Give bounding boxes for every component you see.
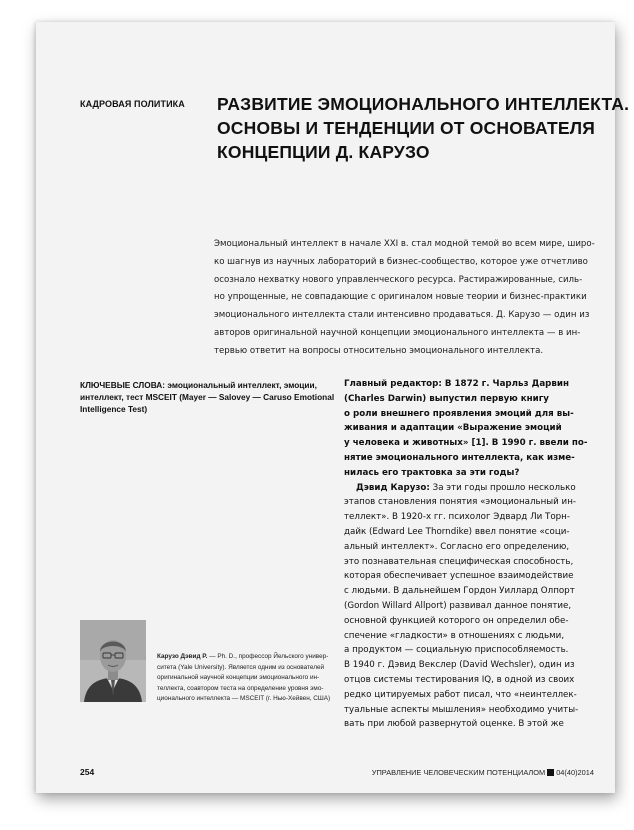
answer-line: дайк (Edward Lee Thorndike) ввел понятие «соци- xyxy=(344,526,570,537)
answer-line: В 1940 г. Дэвид Векслер (David Wechsler), один из xyxy=(344,660,575,671)
answer-line: этапов становления понятия «эмоциональный ин- xyxy=(344,497,577,508)
bio-line: теллекта, соавтором теста на определение уровня эмо- xyxy=(157,684,324,692)
lead-line: Эмоциональный интеллект в начале XXI в. стал модной темой во всем мире, широ- xyxy=(214,239,595,249)
question-line: нятие эмоционального интеллекта, как изме- xyxy=(344,452,575,463)
lead-line: ко шагнув из научных лабораторий в бизнес-сообщество, которое уже отчетливо xyxy=(214,256,588,267)
answer-line: с людьми. В дальнейшем Гордон Уиллард Олпорт xyxy=(344,586,575,597)
answer-line: туальные аспекты мышления» необходимо учиты- xyxy=(344,704,579,715)
bio-line: ситета (Yale University). Является одним из основателей xyxy=(157,663,325,671)
bio-line: ционального интеллекта — MSCEIT (г. Нью-Хейвен, США) xyxy=(157,695,331,703)
answer-line: которая обеспечивает успешное взаимодействие xyxy=(344,571,574,582)
answer-speaker: Дэвид Карузо: xyxy=(356,482,430,493)
keywords-block xyxy=(80,379,335,416)
keywords-line: интеллект, тест MSCEIT (Mayer — Salovey — Caruso Emotional xyxy=(80,392,335,403)
keywords-line: Intelligence Test) xyxy=(80,404,148,415)
magazine-page xyxy=(36,22,630,793)
lead-line: эмоционального интеллекта стали интенсивно продаваться. Д. Карузо — один из xyxy=(214,310,590,321)
article-title xyxy=(217,92,630,164)
answer-line: редко цитируемых работ писал, что «неинтеллек- xyxy=(344,689,577,700)
bio-name: Карузо Дэвид Р. xyxy=(157,653,208,660)
answer-line: спечение «гладкости» в отношениях с людьми, xyxy=(344,630,565,641)
bio-first-line xyxy=(157,652,327,663)
author-portrait xyxy=(80,620,146,702)
lead-line: тервью ответит на вопросы относительно эмоционального интеллекта. xyxy=(214,345,544,356)
question-line: Главный редактор: В 1872 г. Чарльз Дарвин xyxy=(344,379,569,389)
question-line: (Charles Darwin) выпустил первую книгу xyxy=(344,393,549,404)
bio-first-rest: — Ph. D., профессор Йельского универ- xyxy=(207,653,329,660)
author-bio xyxy=(157,652,331,705)
title-line: КОНЦЕПЦИИ Д. КАРУЗО xyxy=(217,142,430,162)
bio-line: оригинальной научной концепции эмоционального ин- xyxy=(157,674,320,682)
article-lead xyxy=(214,236,594,361)
answer-line: отцов системы тестирования IQ, в одной из своих xyxy=(344,674,575,685)
keywords-line: КЛЮЧЕВЫЕ СЛОВА: эмоциональный интеллект, эмоции, xyxy=(80,380,317,390)
title-line: РАЗВИТИЕ ЭМОЦИОНАЛЬНОГО ИНТЕЛЛЕКТА. xyxy=(217,94,630,114)
answer-line: основной функцией которого он определил обе- xyxy=(344,615,569,626)
journal-name: УПРАВЛЕНИЕ ЧЕЛОВЕЧЕСКИМ ПОТЕНЦИАЛОМ xyxy=(371,768,546,777)
title-line: ОСНОВЫ И ТЕНДЕНЦИИ ОТ ОСНОВАТЕЛЯ xyxy=(217,118,595,138)
journal-footer xyxy=(372,768,594,777)
lead-line: авторов оригинальной научной концепции эмоционального интеллекта — в ин- xyxy=(214,327,581,338)
answer-first-line xyxy=(344,481,606,496)
author-photo xyxy=(80,620,146,702)
question-line: о роли внешнего проявления эмоций для вы- xyxy=(344,408,574,419)
lead-line: но упрощенные, не совпадающие с оригиналом новые теории и бизнес-практики xyxy=(214,292,587,303)
lead-line: осознало нехватку нового управленческого ресурса. Растиражированные, силь- xyxy=(214,274,583,285)
answer-line: вать при любой развернутой оценке. В этой же xyxy=(344,719,564,730)
section-label: КАДРОВАЯ ПОЛИТИКА xyxy=(80,99,185,109)
question-line: живания и адаптации «Выражение эмоций xyxy=(344,423,562,434)
answer-first-rest: За эти годы прошло несколько xyxy=(429,482,576,493)
separator-square-icon xyxy=(547,769,554,776)
answer-line: а продуктом — социальную приспособляемость. xyxy=(344,645,569,656)
journal-issue: 04(40)2014 xyxy=(556,768,594,777)
answer-line: теллект». В 1920-х гг. психолог Эдвард Ли Торн- xyxy=(344,512,570,523)
question-line: у человека и животных» [1]. В 1990 г. ввели по- xyxy=(344,438,588,449)
interview-column xyxy=(344,377,606,732)
question-line: нилась его трактовка за эти годы? xyxy=(344,467,520,478)
page-number: 254 xyxy=(80,767,95,777)
answer-line: альный интеллект». Согласно его определению, xyxy=(344,541,570,552)
answer-line: это познавательная специфическая способность, xyxy=(344,556,574,567)
answer-line: (Gordon Willard Allport) развивал данное понятие, xyxy=(344,600,572,611)
